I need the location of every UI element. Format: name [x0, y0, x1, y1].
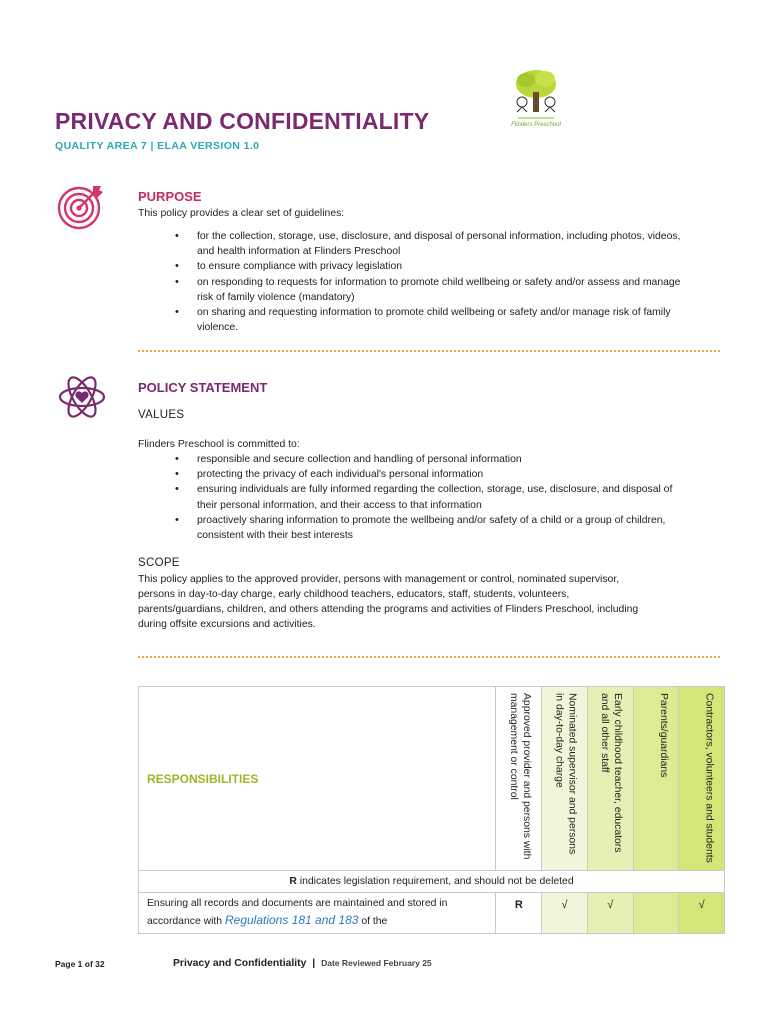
logo-caption: Flinders Preschool — [511, 122, 561, 128]
column-header: Nominated supervisor and persons in day-to-day charge — [542, 687, 588, 871]
list-item: • protecting the privacy of each individual's personal information — [175, 467, 675, 482]
scope-text: This policy applies to the approved provider, persons with management or control, nominated supervisor, persons in day-to-day charge, early childhood teachers, educators, staff, students, volunteers, parents/guardians, children, and others attending the programs and activities of Flinders Preschool, including during offsite excursions and activities. — [138, 574, 639, 630]
row-description: Ensuring all records and documents are maintained and stored in accordance with Regulations 181 and 183 of the — [139, 893, 496, 934]
table-row — [139, 893, 725, 934]
table-cell — [633, 893, 679, 934]
page-title: PRIVACY AND CONFIDENTIALITY — [55, 108, 430, 134]
scope-heading: SCOPE — [138, 557, 180, 569]
purpose-heading: PURPOSE — [138, 189, 202, 204]
footer-doc-title: Privacy and Confidentiality — [173, 958, 307, 969]
section-divider — [138, 350, 720, 352]
table-cell: √ — [542, 893, 588, 934]
values-intro: Flinders Preschool is committed to: — [138, 439, 300, 450]
policy-statement-heading: POLICY STATEMENT — [138, 380, 268, 395]
table-cell: √ — [679, 893, 725, 934]
list-item: • on responding to requests for information to promote child wellbeing or safety and/or assess and manage risk of family violence (mandatory) — [175, 275, 685, 305]
column-header: Approved provider and persons with management or control — [496, 687, 542, 871]
atom-heart-icon — [56, 371, 108, 423]
list-item: • responsible and secure collection and handling of personal information — [175, 452, 675, 467]
legend-row — [139, 871, 725, 893]
column-header: Parents/guardians — [633, 687, 679, 871]
responsibilities-label: RESPONSIBILITIES — [139, 687, 496, 871]
column-header: Early childhood teacher, educators and all other staff — [587, 687, 633, 871]
section-divider — [138, 656, 720, 658]
values-list — [175, 452, 675, 543]
purpose-intro: This policy provides a clear set of guidelines: — [138, 208, 345, 219]
page-number: Page 1 of 32 — [55, 959, 105, 969]
page-subtitle: QUALITY AREA 7 | ELAA VERSION 1.0 — [55, 140, 260, 152]
list-item: • proactively sharing information to promote the wellbeing and/or safety of a child or a group of children, consistent with their best interests — [175, 513, 675, 543]
legend-cell — [139, 871, 725, 893]
footer-separator: | — [312, 958, 316, 969]
responsibilities-table — [138, 686, 725, 934]
list-item: • on sharing and requesting information to promote child wellbeing or safety and/or manage risk of family violence. — [175, 305, 685, 335]
legend-bold: R — [289, 876, 297, 887]
list-item: • to ensure compliance with privacy legislation — [175, 259, 685, 274]
table-header-row — [139, 687, 725, 871]
legend-text: indicates legislation requirement, and should not be deleted — [296, 876, 574, 887]
target-icon — [55, 180, 107, 232]
footer-date: Date Reviewed February 25 — [321, 958, 432, 968]
footer-title — [173, 958, 432, 969]
list-item: • for the collection, storage, use, disclosure, and disposal of personal information, including photos, videos, and health information at Flinders Preschool — [175, 229, 685, 259]
column-header: Contractors, volunteers and students — [679, 687, 725, 871]
list-item: • ensuring individuals are fully informed regarding the collection, storage, use, disclosure, and disposal of their personal information, and their access to that information — [175, 482, 675, 512]
purpose-list — [175, 229, 685, 335]
table-cell: R — [496, 893, 542, 934]
values-heading: VALUES — [138, 409, 185, 421]
table-cell: √ — [587, 893, 633, 934]
regulation-reference: Regulations 181 and 183 — [224, 913, 359, 927]
